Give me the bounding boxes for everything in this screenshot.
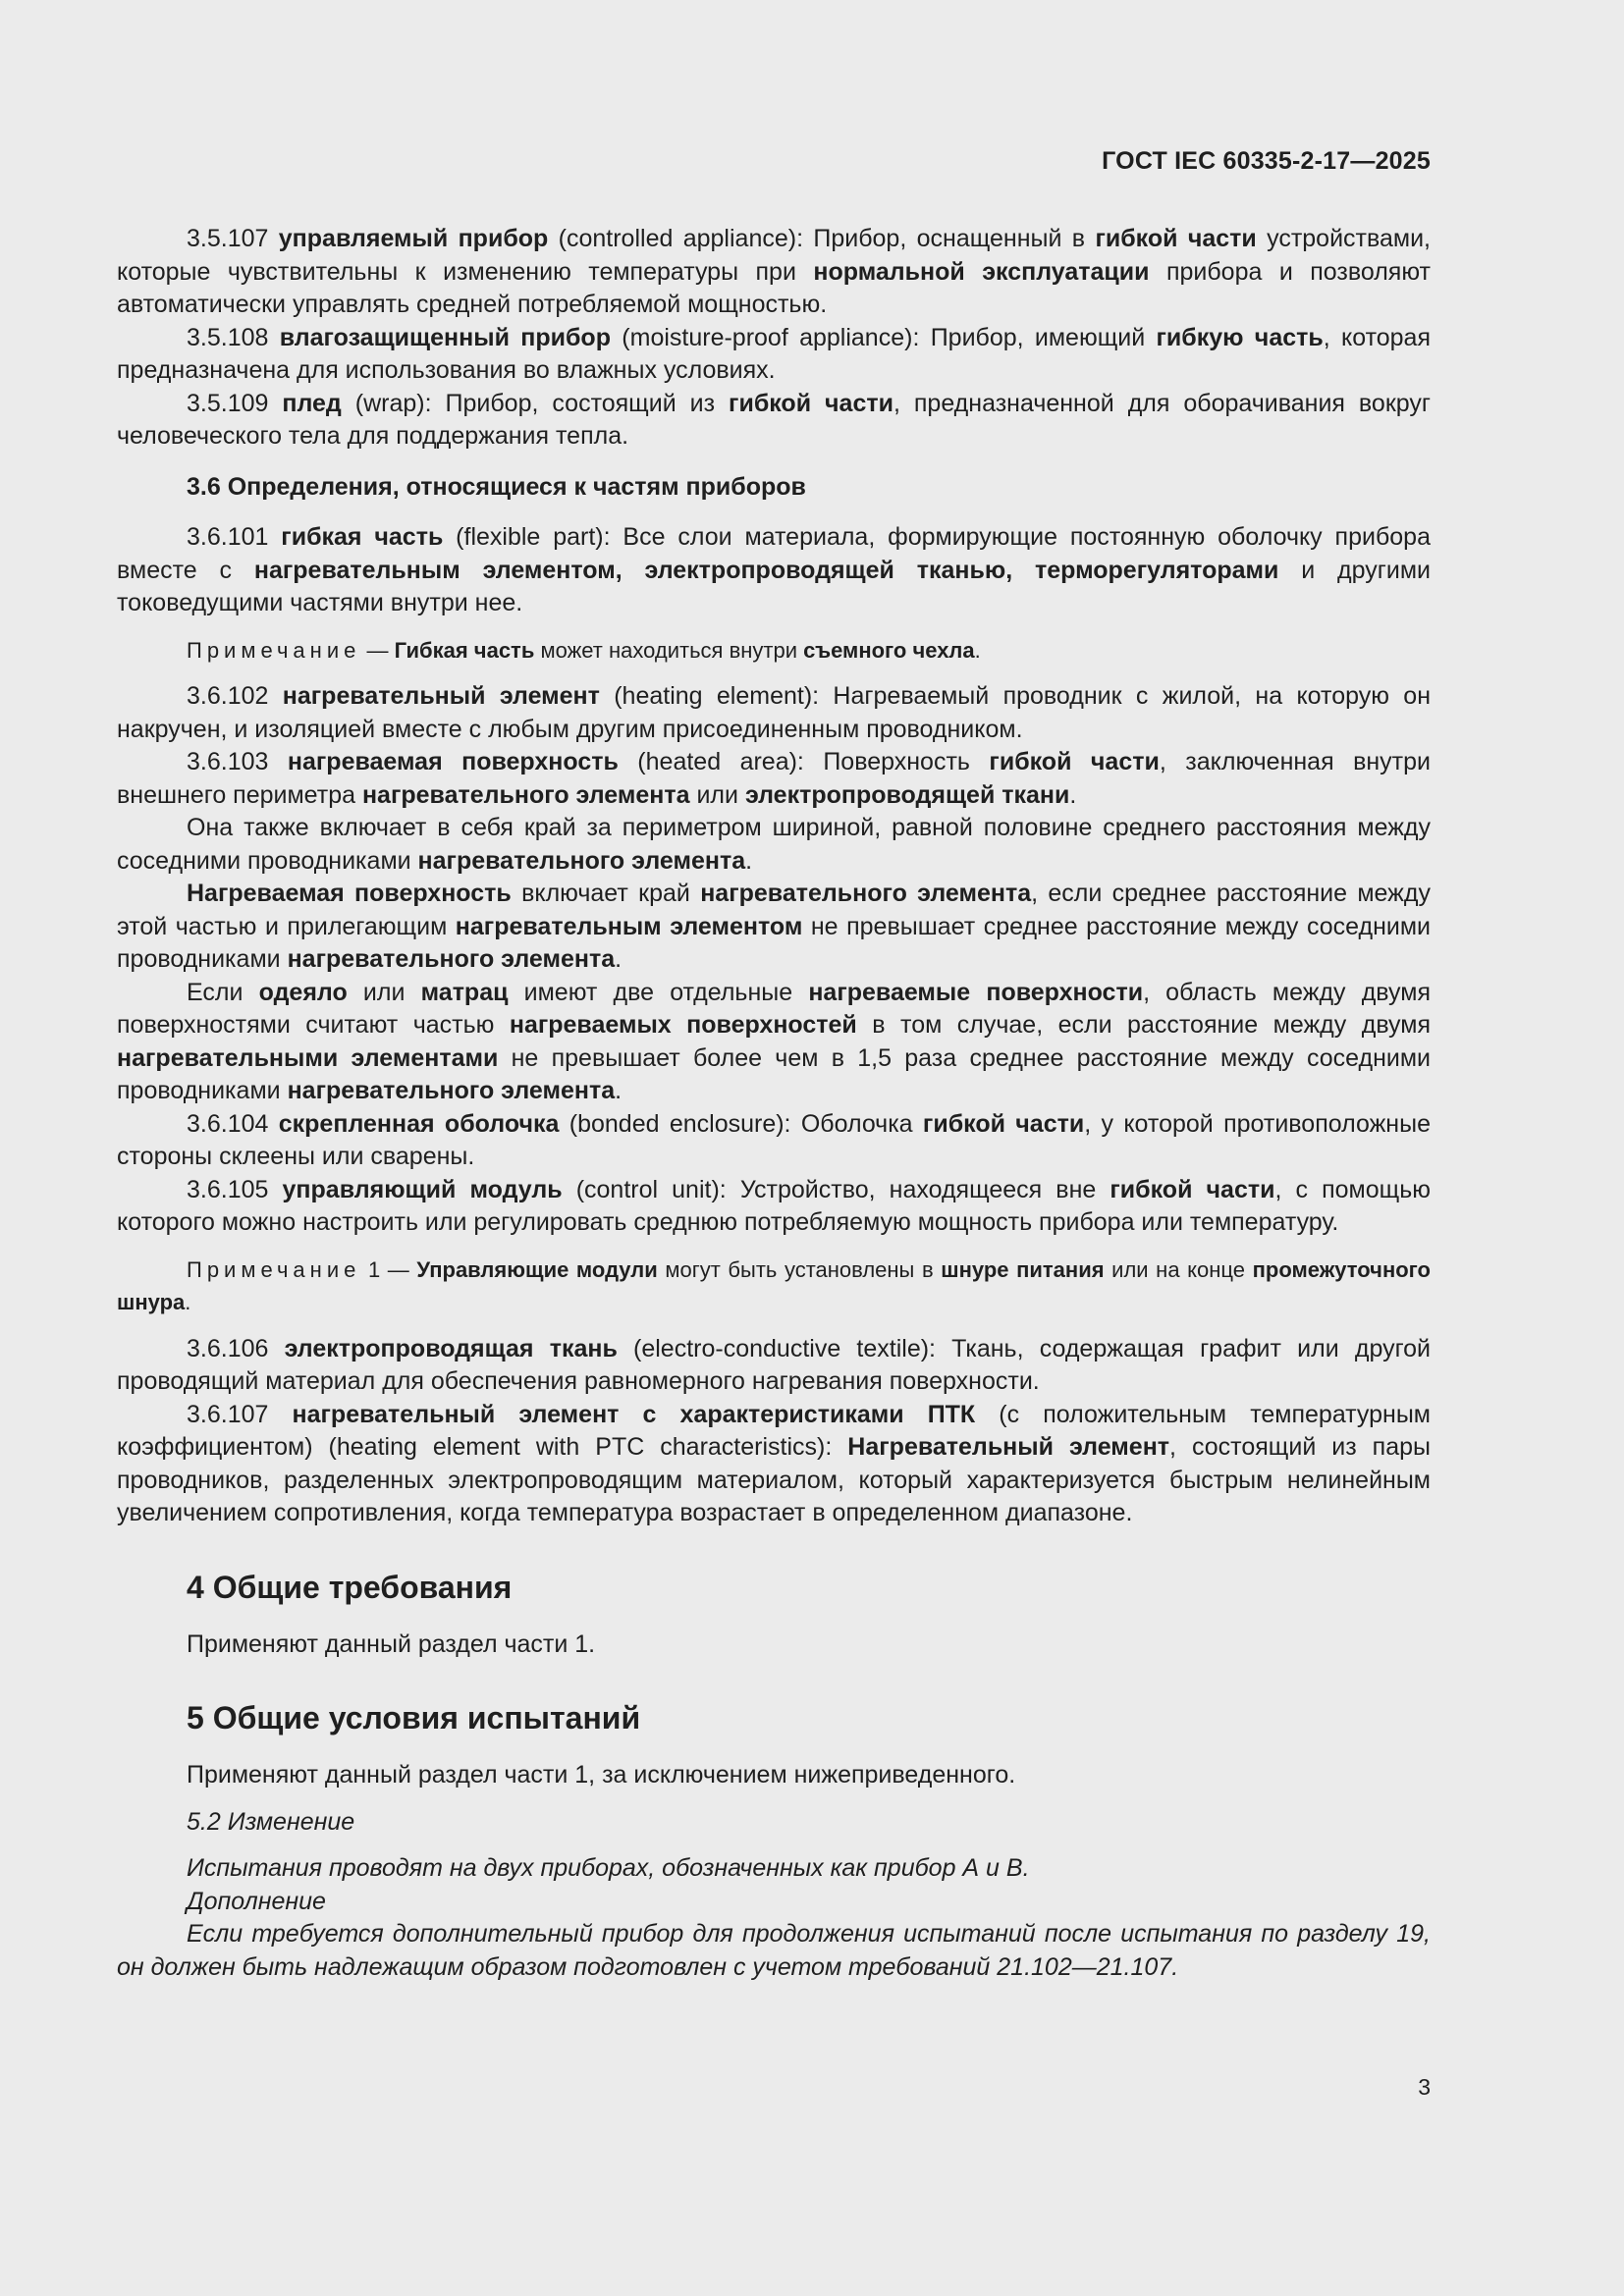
text-run: или на конце bbox=[1104, 1256, 1253, 1282]
text-run: Она также включает в себя край за периметром шириной, равной половине среднего расстояния между соседними проводниками bbox=[117, 814, 1431, 875]
text-run: могут быть установлены в bbox=[657, 1256, 942, 1282]
text-run: 3.6.102 bbox=[187, 682, 283, 710]
term-bold: гибкой части bbox=[1095, 225, 1257, 252]
term-bold: гибкой части bbox=[922, 1109, 1085, 1138]
page-content bbox=[117, 223, 1431, 1984]
section-title-5: 5 Общие условия испытаний bbox=[187, 1700, 641, 1735]
term-bold: нормальной эксплуатации bbox=[813, 257, 1150, 286]
text-run: , предназначенной для оборачивания вокруг человеческого тела для поддержания тепла. bbox=[117, 389, 1431, 450]
definition-paragraph bbox=[117, 812, 1431, 878]
section-5-line-2: Дополнение bbox=[187, 1887, 326, 1915]
definition-paragraph bbox=[117, 1399, 1431, 1530]
definition-paragraph bbox=[117, 1108, 1431, 1174]
term-bold: нагреваемые поверхности bbox=[808, 978, 1144, 1006]
term-bold: шнуре питания bbox=[941, 1256, 1105, 1282]
text-run: , с помощью которого можно настроить или регулировать среднюю потребляемую мощность прибора или температуру. bbox=[117, 1175, 1431, 1236]
term-bold: нагревательным элементом bbox=[455, 912, 803, 940]
definition-paragraph bbox=[117, 223, 1431, 322]
text-run: . bbox=[615, 945, 623, 973]
term-bold: промежуточного шнура bbox=[117, 1256, 1431, 1314]
term-bold: Управляющие модули bbox=[416, 1256, 658, 1282]
term-bold: матрац bbox=[420, 978, 509, 1006]
term-bold: нагревательного элемента bbox=[287, 945, 616, 973]
term-bold: Нагревательный элемент bbox=[847, 1433, 1170, 1461]
text-run: 3.6.103 bbox=[187, 748, 288, 775]
text-run: устройствами, которые чувствительны к изменению температуры при bbox=[117, 225, 1432, 286]
text-run: . bbox=[615, 1077, 623, 1104]
text-run: 3.6.101 bbox=[187, 523, 282, 551]
term-bold: нагреваемая поверхность bbox=[287, 748, 619, 775]
text-run: или bbox=[689, 780, 745, 809]
definition-paragraph bbox=[117, 746, 1431, 812]
definition-paragraph bbox=[117, 680, 1431, 746]
term-bold: нагревательного элемента bbox=[700, 880, 1032, 907]
term-bold: управляемый прибор bbox=[278, 225, 549, 252]
section-5-line-3: Если требуется дополнительный прибор для продолжения испытаний после испытания по разделу 19, он должен быть надлежащим образом подготовлен с учетом требований 21.102—21.107. bbox=[117, 1920, 1431, 1981]
term-bold: нагревательный элемент bbox=[282, 682, 600, 710]
text-run: . bbox=[185, 1290, 191, 1314]
text-run: 3.6.104 bbox=[187, 1109, 279, 1138]
text-run: 3.6.106 bbox=[187, 1334, 285, 1362]
text-run: и другими токоведущими частями внутри нее. bbox=[117, 556, 1431, 616]
term-bold: нагревательными элементами bbox=[117, 1043, 499, 1072]
text-run: (flexible part): Все слои материала, формирующие постоянную оболочку прибора вместе с bbox=[117, 523, 1431, 584]
text-run: прибора и позволяют автоматически управлять средней потребляемой мощностью. bbox=[117, 257, 1432, 318]
section-5-line-1: Испытания проводят на двух приборах, обозначенных как прибор А и В. bbox=[187, 1854, 1030, 1882]
text-run: (electro-conductive textile): Ткань, содержащая графит или другой проводящий материал для обеспечения равномерного нагревания поверхности. bbox=[117, 1334, 1432, 1395]
note-label: Примечание bbox=[187, 1256, 361, 1282]
definitions-36-b bbox=[117, 680, 1431, 1240]
text-run: (heating element): Нагреваемый проводник с жилой, на которую он накручен, и изоляцией вместе с любым другим присоединенным проводником. bbox=[117, 682, 1432, 743]
term-bold: Гибкая часть bbox=[394, 637, 535, 663]
text-run: не превышает более чем в 1,5 раза среднее расстояние между соседними проводниками bbox=[117, 1043, 1431, 1104]
text-run: , заключенная внутри внешнего периметра bbox=[117, 748, 1431, 809]
term-bold: съемного чехла bbox=[803, 637, 975, 663]
text-run: , если среднее расстояние между этой частью и прилегающим bbox=[117, 880, 1431, 940]
text-run: или bbox=[347, 978, 421, 1006]
text-run: . bbox=[745, 846, 753, 875]
term-bold: нагревательного элемента bbox=[417, 846, 746, 875]
note-label: Примечание bbox=[187, 637, 361, 663]
text-run: (heated area): Поверхность bbox=[618, 748, 990, 775]
page-number: 3 bbox=[1418, 2074, 1431, 2100]
definitions-35 bbox=[117, 223, 1431, 454]
term-bold: гибкая часть bbox=[281, 523, 444, 551]
text-run: 3.5.108 bbox=[187, 323, 280, 351]
term-bold: одеяло bbox=[258, 978, 348, 1006]
term-bold: гибкой части bbox=[989, 748, 1160, 775]
text-run: 3.6.107 bbox=[187, 1400, 293, 1428]
subsection-title-3-6: 3.6 Определения, относящиеся к частям приборов bbox=[187, 472, 806, 501]
text-run: 3.5.109 bbox=[187, 389, 283, 417]
term-bold: электропроводящей ткани bbox=[744, 780, 1070, 809]
term-bold: нагревательного элемента bbox=[361, 780, 690, 809]
term-bold: управляющий модуль bbox=[282, 1175, 563, 1203]
definition-paragraph bbox=[117, 322, 1431, 388]
section-4-text: Применяют данный раздел части 1. bbox=[187, 1629, 596, 1658]
term-bold: гибкой части bbox=[729, 389, 893, 417]
text-run: 1 — bbox=[360, 1256, 417, 1282]
standard-header: ГОСТ IEC 60335-2-17—2025 bbox=[1102, 147, 1431, 175]
text-run: 3.5.107 bbox=[187, 225, 279, 252]
text-run: (controlled appliance): Прибор, оснащенный в bbox=[548, 225, 1096, 252]
term-bold: нагревательного элемента bbox=[287, 1077, 616, 1104]
term-bold: нагревательным элементом, электропроводящей тканью, терморегуляторами bbox=[253, 556, 1279, 584]
term-bold: влагозащищенный прибор bbox=[279, 323, 611, 351]
text-run: , область между двумя поверхностями считают частью bbox=[117, 978, 1431, 1039]
text-run: — bbox=[360, 637, 395, 663]
term-bold: Нагреваемая поверхность bbox=[187, 880, 512, 907]
term-bold: скрепленная оболочка bbox=[278, 1109, 560, 1138]
definition-paragraph bbox=[117, 1174, 1431, 1240]
section-title-4: 4 Общие требования bbox=[187, 1569, 513, 1605]
definition-3-6-101 bbox=[117, 521, 1431, 620]
text-run: может находиться внутри bbox=[534, 637, 804, 663]
term-bold: плед bbox=[282, 389, 342, 417]
note-flexible-part bbox=[117, 634, 1431, 667]
text-run: . bbox=[974, 637, 981, 663]
text-run: Если bbox=[187, 978, 259, 1006]
term-bold: гибкой части bbox=[1110, 1175, 1275, 1203]
text-run: в том случае, если расстояние между двумя bbox=[856, 1011, 1431, 1039]
text-run: 3.6.105 bbox=[187, 1175, 283, 1203]
definition-paragraph bbox=[117, 977, 1431, 1108]
text-run: (с положительным температурным коэффициентом) (heating element with PTC characteristics): bbox=[117, 1400, 1431, 1461]
text-run: (wrap): Прибор, состоящий из bbox=[341, 389, 730, 417]
text-run: , у которой противоположные стороны склеены или сварены. bbox=[117, 1109, 1431, 1170]
text-run: не превышает среднее расстояние между соседними проводниками bbox=[117, 912, 1431, 973]
term-bold: нагревательный элемент с характеристиками ПТК bbox=[292, 1400, 976, 1428]
note-control-units bbox=[117, 1254, 1431, 1319]
text-run: . bbox=[1069, 780, 1077, 809]
text-run: (control unit): Устройство, находящееся вне bbox=[562, 1175, 1110, 1203]
definition-paragraph bbox=[117, 878, 1431, 977]
text-run: , которая предназначена для использования во влажных условиях. bbox=[117, 323, 1431, 384]
text-run: (bonded enclosure): Оболочка bbox=[559, 1109, 923, 1138]
definition-paragraph bbox=[117, 1333, 1431, 1399]
term-bold: электропроводящая ткань bbox=[284, 1334, 618, 1362]
text-run: (moisture-proof appliance): Прибор, имеющий bbox=[610, 323, 1157, 351]
section-5-text: Применяют данный раздел части 1, за исключением нижеприведенного. bbox=[187, 1761, 1016, 1789]
text-run: , состоящий из пары проводников, разделенных электропроводящим материалом, который характеризуется быстрым нелинейным увеличением сопротивления, когда температура возрастает в определенном диапазоне. bbox=[117, 1433, 1432, 1526]
term-bold: нагреваемых поверхностей bbox=[509, 1011, 857, 1039]
text-run: имеют две отдельные bbox=[508, 978, 809, 1006]
text-run: включает край bbox=[511, 880, 701, 907]
term-bold: гибкую часть bbox=[1156, 323, 1324, 351]
definition-paragraph bbox=[117, 388, 1431, 454]
subsection-5-2: 5.2 Изменение bbox=[187, 1807, 355, 1836]
definitions-36-c bbox=[117, 1333, 1431, 1530]
